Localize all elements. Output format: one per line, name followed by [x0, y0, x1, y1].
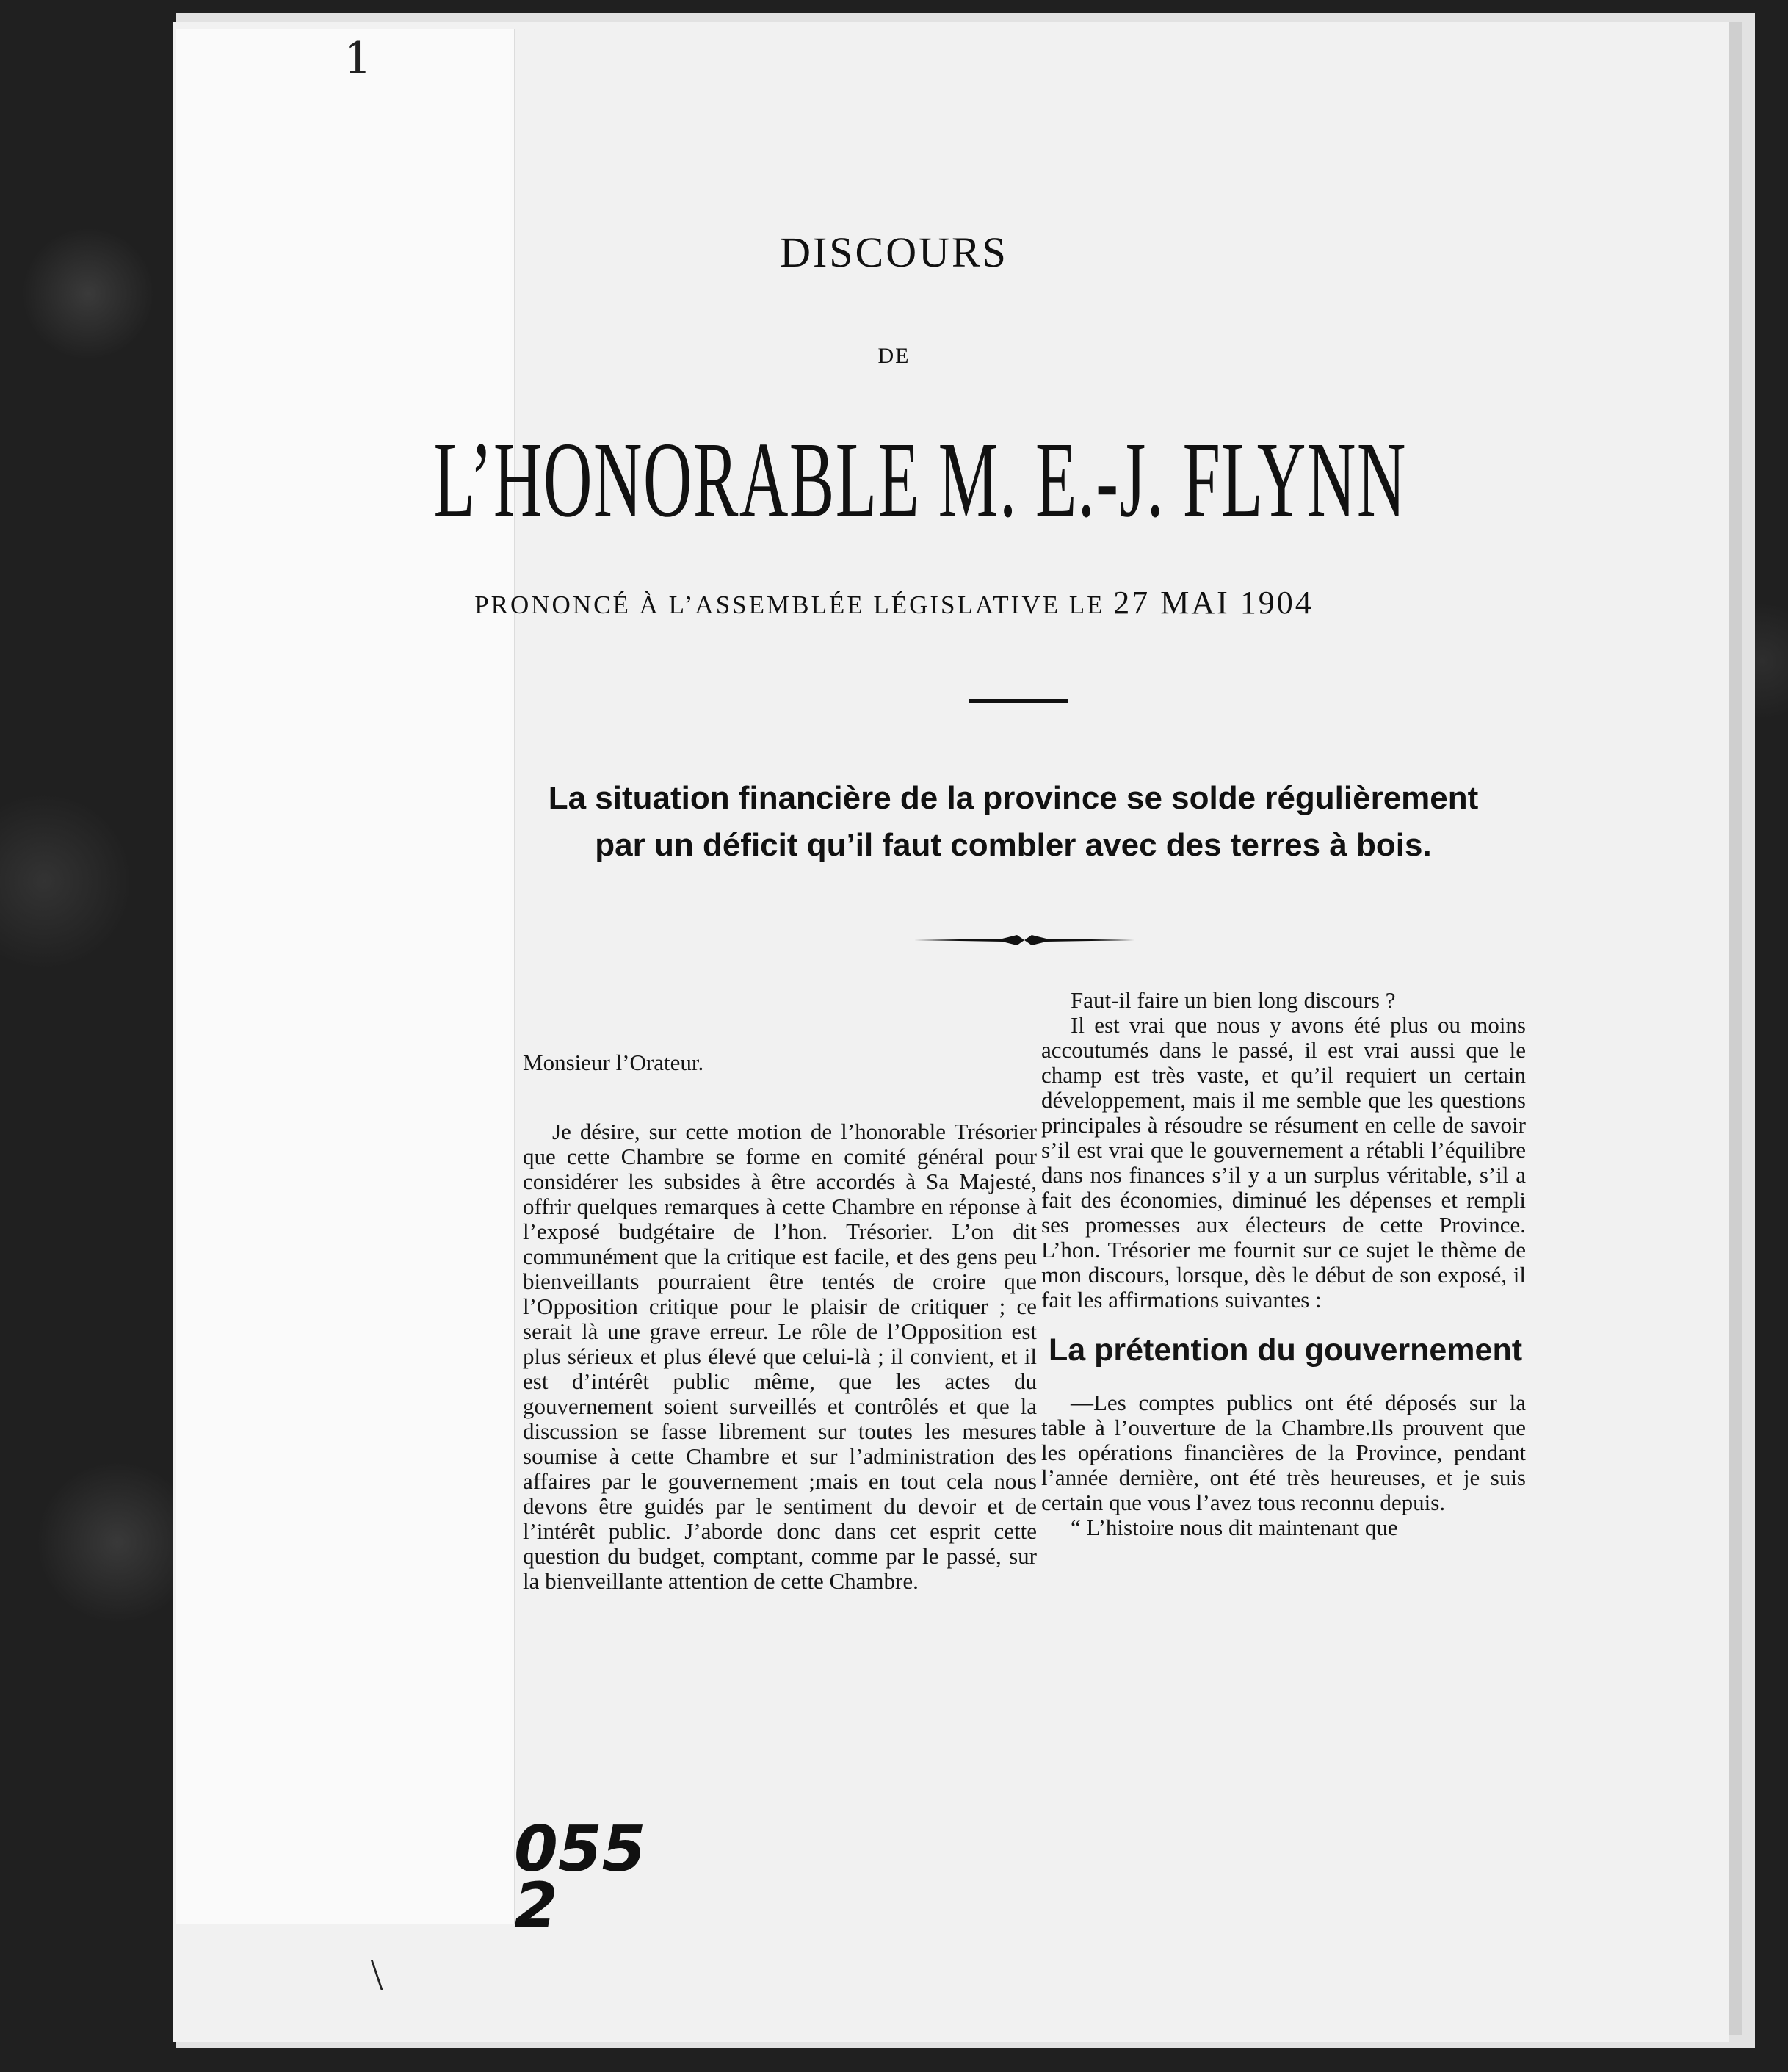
- right-paragraph-2: Il est vrai que nous y avons été plus ou moins accoutumés dans le passé, il est vrai aussi que le champ est très vaste, et qu’il requiert un certain développement, mais il me semble que les questions principales à résoudre se résument en celle de savoir s’il est vrai que le gouvernement a rétabli l’équilibre dans nos finances s’il y a un surplus véritable, s’il a fait des économies, diminué les dépenses et rempli ses promesses aux électeurs de cette Province. L’hon. Trésorier me fournit sur ce sujet le thème de mon discours, lorsque, dès le début de son exposé, il fait les affirmations suivantes :: [1041, 1012, 1526, 1313]
- ornament-divider: [914, 929, 1134, 951]
- right-paragraph-4: “ L’histoire nous dit maintenant que: [1071, 1515, 1398, 1540]
- right-paragraph-3: —Les comptes publics ont été déposés sur la table à l’ouverture de la Chambre.Ils prouvent que les opérations financières de la Province, pendant l’année dernière, ont été très heureuses, et je suis certain que vous l’avez tous reconnu depuis.: [1041, 1390, 1526, 1515]
- section-heading: La prétention du gouvernement: [1049, 1332, 1523, 1368]
- left-paragraph: Je désire, sur cette motion de l’honorable Trésorier que cette Chambre se forme en comité général pour considérer les subsides à être accordés à Sa Majesté, offrir quelques remarques à cette Chambre en réponse à l’exposé budgétaire de l’hon. Trésorier. L’on dit communément que la critique est facile, et des gens peu bienveillants pourraient être tentés de croire que l’Opposition critique pour le plaisir de critiquer ; ce serait là une grave erreur. Le rôle de l’Opposition est plus sérieux et plus élevé que celui-là ; il convient, et il est d’intérêt public même, que les actes du gouvernement soient surveillés et contrôlés et que la discussion se fasse librement sur toutes les mesures soumise à cette Chambre et sur l’administration des affaires par le gouvernement ;mais en tout cela nous devons être guidés par le sentiment du devoir et de l’intérêt public. J’aborde donc dans cet esprit cette question du budget, comptant, comme par le passé, sur la bienveillante attention de cette Chambre.: [523, 1119, 1037, 1594]
- subheading-line-1: La situation financière de la province se solde régulièrement: [548, 780, 1479, 816]
- speaker-name: L’HONORABLE M. E.-J. FLYNN: [433, 419, 1407, 540]
- spine-strip: [176, 29, 515, 1924]
- salutation: Monsieur l’Orateur.: [523, 1050, 704, 1075]
- document-title: DISCOURS: [780, 228, 1008, 276]
- subheading: [499, 775, 1527, 869]
- pronounced-line: [0, 584, 1788, 621]
- pronounced-date: 27 MAI 1904: [1113, 585, 1314, 621]
- subheading-line-2: par un déficit qu’il faut combler avec des terres à bois.: [595, 827, 1432, 863]
- scan-corner-mark: 1: [344, 33, 372, 84]
- title-de: DE: [877, 344, 911, 368]
- handwritten-call-number: 055 2: [514, 1813, 646, 1943]
- scan-bottom-mark: \: [371, 1951, 383, 1999]
- left-column: [523, 1050, 1037, 1594]
- right-column: [1041, 988, 1526, 1540]
- pronounced-prefix: PRONONCÉ À L’ASSEMBLÉE LÉGISLATIVE LE: [474, 591, 1105, 619]
- title-divider: [969, 699, 1068, 703]
- right-paragraph-1: Faut-il faire un bien long discours ?: [1071, 987, 1396, 1013]
